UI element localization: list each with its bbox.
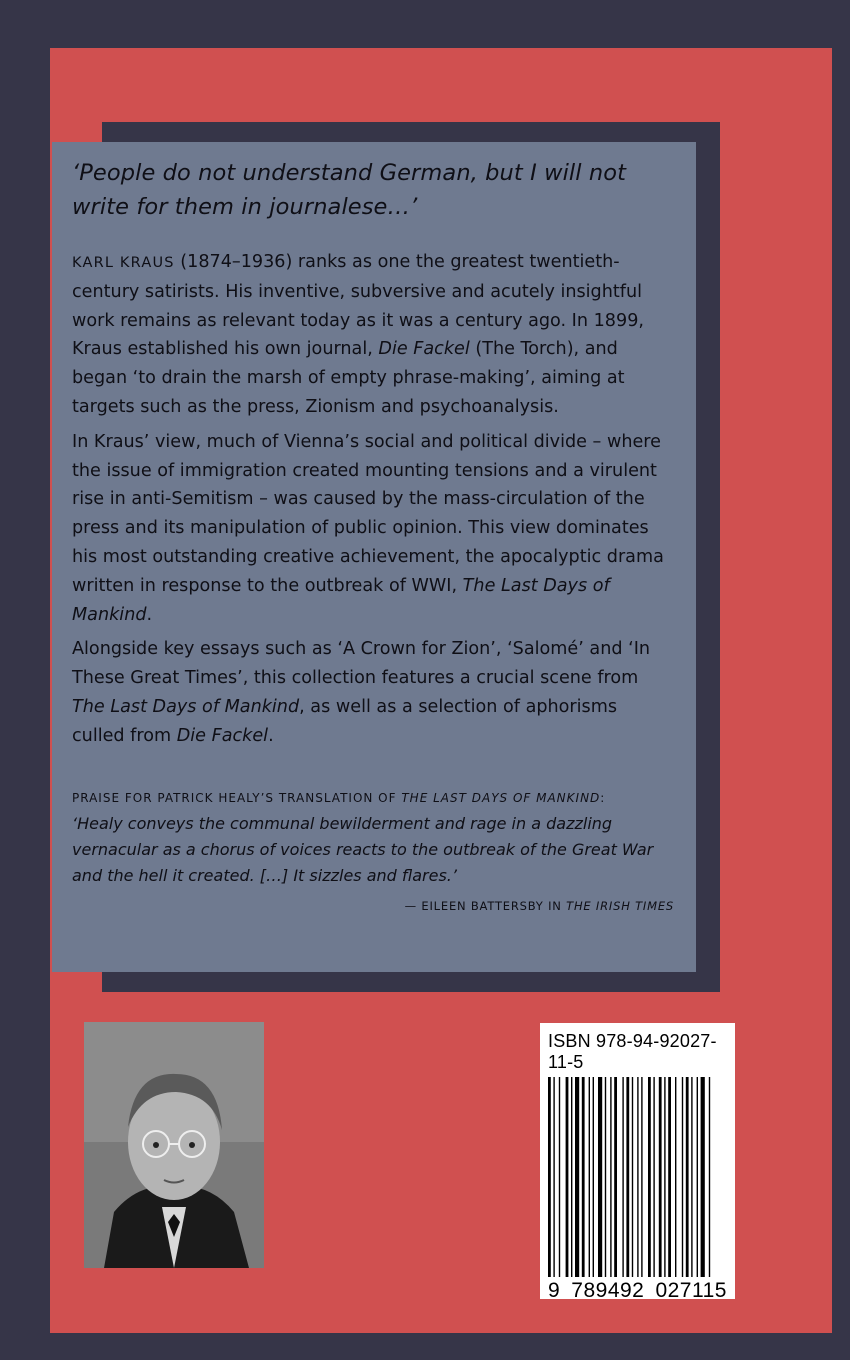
barcode-digits: 9 789492 027115 <box>548 1279 727 1302</box>
epigraph-quote: ‘People do not understand German, but I will not write for them in journalese…’ <box>72 160 627 220</box>
portrait-illustration <box>84 1022 264 1268</box>
author-name: KARL KRAUS <box>72 255 175 271</box>
barcode-bars <box>548 1077 726 1277</box>
isbn-barcode <box>540 1023 735 1302</box>
blurb-paragraph-3: Alongside key essays such as ‘A Crown for Zion’, ‘Salomé’ and ‘In These Great Times’, this collection features a crucial scene from The Last Days of Mankind, as well as a selection of aphorisms culled from Die Fackel. <box>72 639 651 746</box>
blurb-paragraph-1: KARL KRAUS (1874–1936) ranks as one the greatest twentieth-century satirists. His inventive, subversive and acutely insightful work remains as relevant today as it was a century ago. In 1899, Kraus established his own journal, Die Fackel (The Torch), and began ‘to drain the marsh of empty phrase-making’, aiming at targets such as the press, Zionism and psychoanalysis. <box>72 252 644 417</box>
praise-heading: PRAISE FOR PATRICK HEALY’S TRANSLATION OF THE LAST DAYS OF MANKIND: <box>72 790 606 805</box>
author-portrait <box>84 1022 264 1268</box>
blurb-paragraph-2: In Kraus’ view, much of Vienna’s social and political divide – where the issue of immigration created mounting tensions and a virulent rise in anti-Semitism – was caused by the mass-circulation of the press and its manipulation of public opinion. This view dominates his most outstanding creative achievement, the apocalyptic drama written in response to the outbreak of WWI, The Last Days of Mankind. <box>72 431 664 625</box>
praise-quote: ‘Healy conveys the communal bewilderment and rage in a dazzling vernacular as a chorus of voices reacts to the outbreak of the Great War and the hell it created. […] It sizzles and flares.’ <box>72 813 654 885</box>
isbn-label: ISBN 978-94-92027-11-5 <box>548 1031 717 1072</box>
blurb-panel <box>52 142 696 972</box>
praise-attribution: — EILEEN BATTERSBY IN THE IRISH TIMES <box>404 898 674 913</box>
